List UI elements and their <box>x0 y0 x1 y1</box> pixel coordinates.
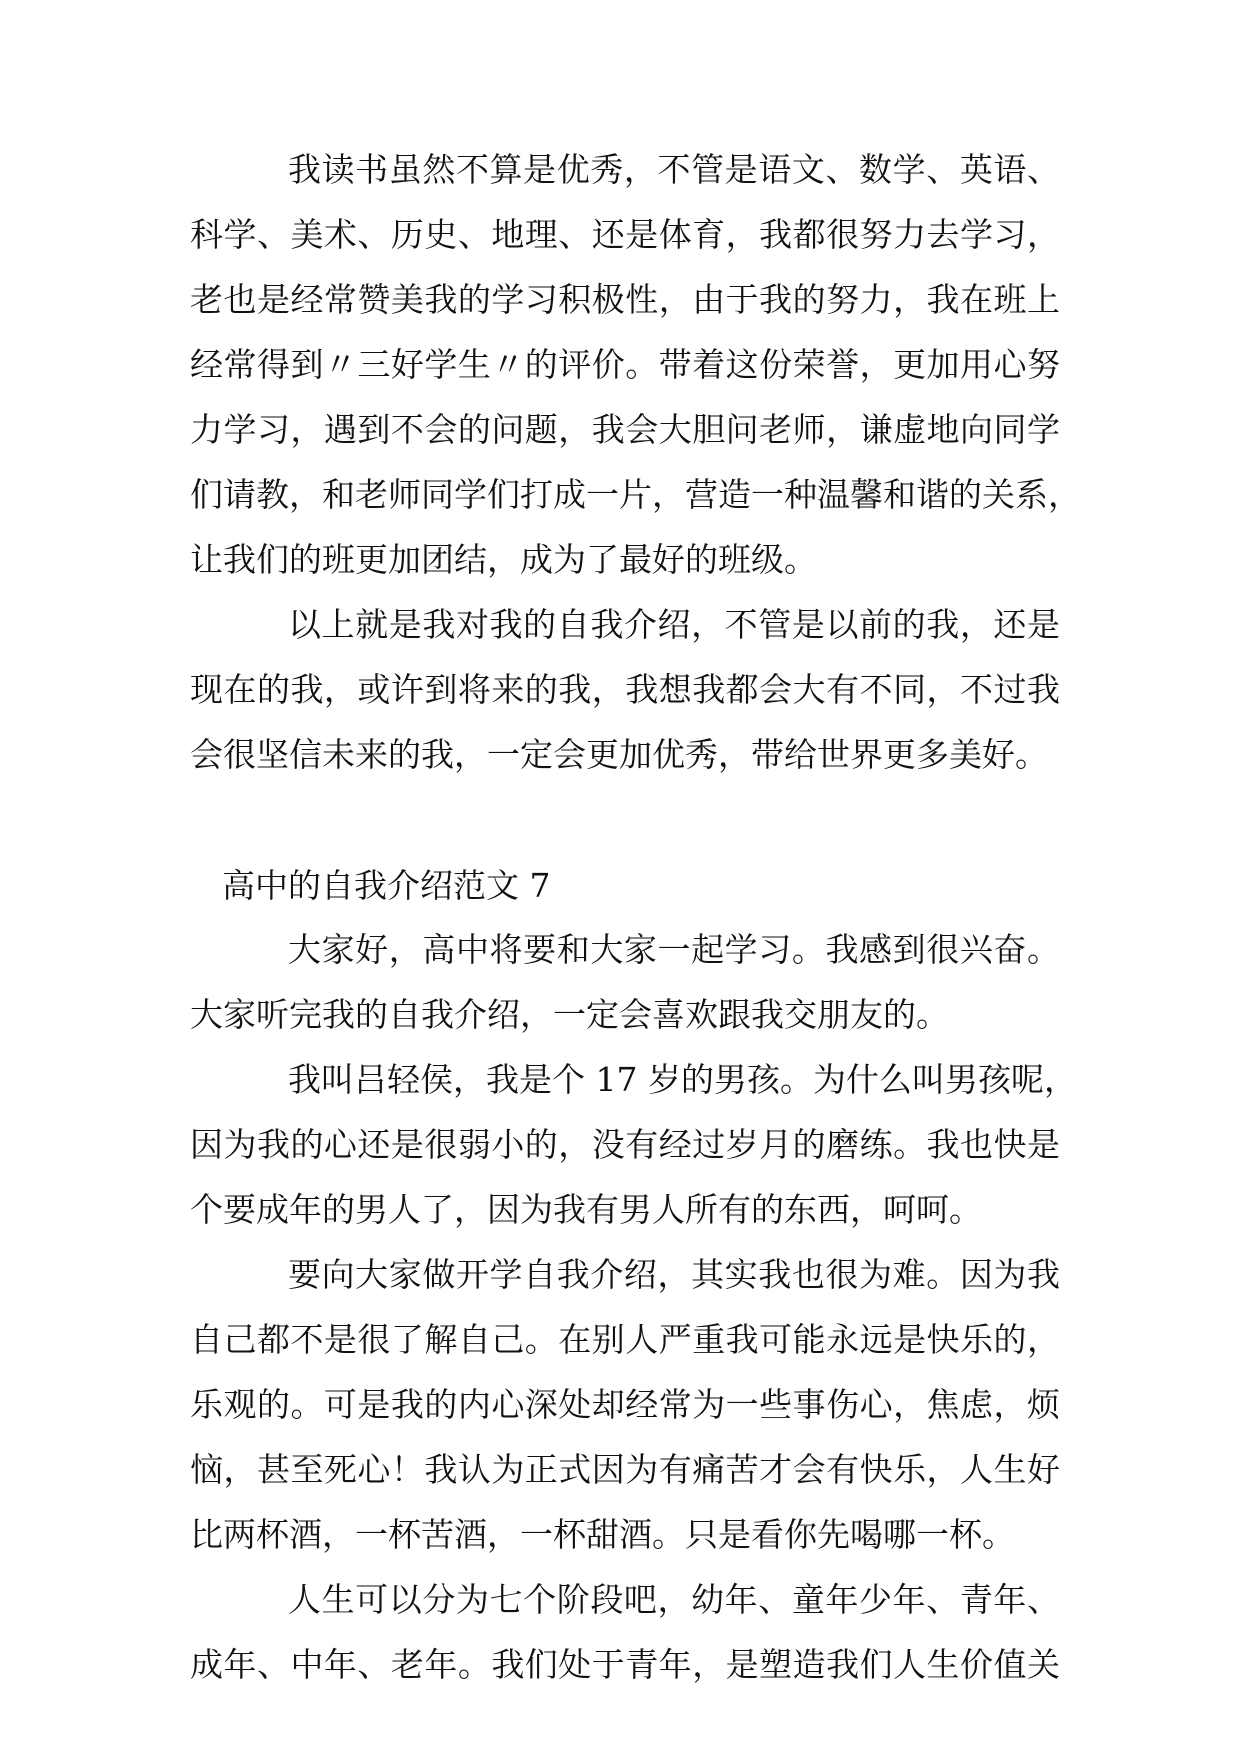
paragraph-4-line-3: 个要成年的男人了，因为我有男人所有的东西，呵呵。 <box>190 1190 982 1229</box>
paragraph-4-line-1: 我叫吕轻侯，我是个 17 岁的男孩。为什么叫男孩呢， <box>288 1060 1077 1099</box>
paragraph-1-line-5: 力学习，遇到不会的问题，我会大胆问老师，谦虚地向同学 <box>190 410 1060 449</box>
paragraph-2-line-2: 现在的我，或许到将来的我，我想我都会大有不同，不过我 <box>190 670 1060 709</box>
paragraph-1-line-4: 经常得到〃三好学生〃的评价。带着这份荣誉，更加用心努 <box>190 345 1060 384</box>
section-title: 高中的自我介绍范文 7 <box>222 866 551 905</box>
paragraph-5-line-5: 比两杯酒，一杯苦酒，一杯甜酒。只是看你先喝哪一杯。 <box>190 1515 1015 1554</box>
paragraph-5-line-4: 恼，甚至死心！我认为正式因为有痛苦才会有快乐，人生好 <box>190 1450 1060 1489</box>
paragraph-6-line-1: 人生可以分为七个阶段吧，幼年、童年少年、青年、 <box>288 1580 1060 1619</box>
paragraph-4-line-2: 因为我的心还是很弱小的，没有经过岁月的磨练。我也快是 <box>190 1125 1060 1164</box>
paragraph-6-line-2: 成年、中年、老年。我们处于青年，是塑造我们人生价值关 <box>190 1645 1060 1684</box>
paragraph-5-line-2: 自己都不是很了解自己。在别人严重我可能永远是快乐的， <box>190 1320 1060 1359</box>
paragraph-3-line-1: 大家好，高中将要和大家一起学习。我感到很兴奋。 <box>288 930 1060 969</box>
paragraph-1-line-6: 们请教，和老师同学们打成一片，营造一种温馨和谐的关系， <box>190 475 1081 514</box>
paragraph-1-line-7: 让我们的班更加团结，成为了最好的班级。 <box>190 540 817 579</box>
paragraph-1-line-3: 老也是经常赞美我的学习积极性，由于我的努力，我在班上 <box>190 280 1060 319</box>
paragraph-5-line-1: 要向大家做开学自我介绍，其实我也很为难。因为我 <box>288 1255 1060 1294</box>
paragraph-5-line-3: 乐观的。可是我的内心深处却经常为一些事伤心，焦虑，烦 <box>190 1385 1060 1424</box>
paragraph-1-line-2: 科学、美术、历史、地理、还是体育，我都很努力去学习， <box>190 215 1060 254</box>
paragraph-3-line-2: 大家听完我的自我介绍，一定会喜欢跟我交朋友的。 <box>190 995 949 1034</box>
paragraph-2-line-1: 以上就是我对我的自我介绍，不管是以前的我，还是 <box>288 605 1060 644</box>
paragraph-1-line-1: 我读书虽然不算是优秀，不管是语文、数学、英语、 <box>288 150 1060 189</box>
paragraph-2-line-3: 会很坚信未来的我，一定会更加优秀，带给世界更多美好。 <box>190 735 1048 774</box>
